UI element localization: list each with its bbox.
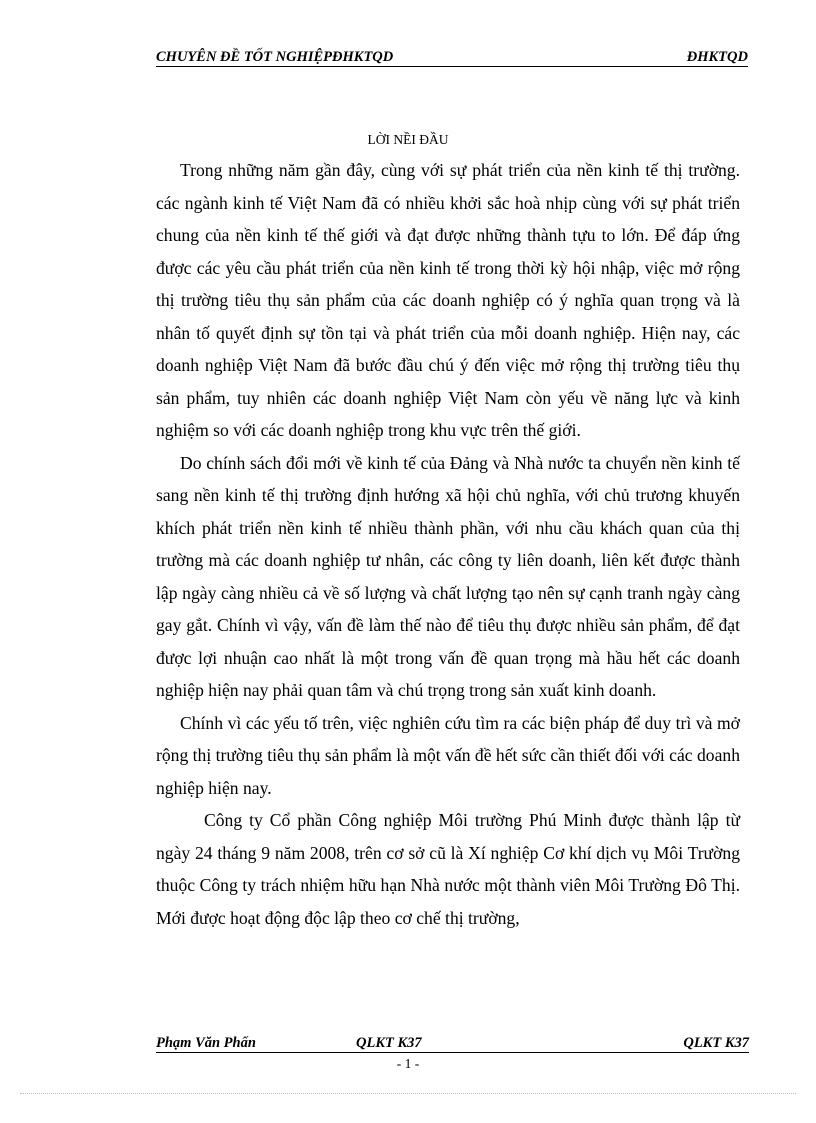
footer-class-right: QLKT K37 [676, 1034, 749, 1053]
paragraph-3: Chính vì các yếu tố trên, việc nghiên cứu tìm ra các biện pháp để duy trì và mở rộng thị trường tiêu thụ sản phẩm là một vấn đề hết sức cần thiết đối với các doanh nghiệp hiện nay. [156, 712, 740, 798]
header-left-text: CHUYÊN ĐỀ TỐT NGHIỆPĐHKTQD [156, 49, 394, 65]
document-body [156, 154, 740, 934]
paragraph-1: Trong những năm gần đây, cùng với sự phát triển của nền kinh tế thị trường. các ngành kinh tế Việt Nam đã có nhiều khởi sắc hoà nhịp cùng với sự phát triển chung của nền kinh tế thế giới và đạt được những thành tựu to lớn. Để đáp ứng được các yêu cầu phát triển của nền kinh tế trong thời kỳ hội nhập, việc mở rộng thị trường tiêu thụ sản phẩm của các doanh nghiệp có ý nghĩa quan trọng và là nhân tố quyết định sự tồn tại và phát triển của mỗi doanh nghiệp. Hiện nay, các doanh nghiệp Việt Nam đã bước đầu chú ý đến việc mở rộng thị trường tiêu thụ sản phẩm, tuy nhiên các doanh nghiệp Việt Nam còn yếu về năng lực và kinh nghiệm so với các doanh nghiệp trong khu vực trên thế giới. [156, 160, 740, 440]
paragraph-2: Do chính sách đổi mới về kinh tế của Đảng và Nhà nước ta chuyển nền kinh tế sang nền kinh tế thị trường định hướng xã hội chủ nghĩa, với chủ trương khuyến khích phát triển nền kinh tế nhiều thành phần, với nhu cầu khách quan của thị trường mà các doanh nghiệp tư nhân, các công ty liên doanh, liên kết được thành lập ngày càng nhiều cả về số lượng và chất lượng tạo nên sự cạnh tranh ngày càng gay gắt. Chính vì vậy, vấn đề làm thế nào để tiêu thụ được nhiều sản phẩm, để đạt được lợi nhuận cao nhất là một trong vấn đề quan trọng mà hầu hết các doanh nghiệp hiện nay phải quan tâm và chú trọng trong sản xuất kinh doanh. [156, 452, 740, 700]
page-bottom-edge [20, 1093, 796, 1094]
footer-author: Phạm Văn Phấn [156, 1034, 356, 1053]
footer-class-middle: QLKT K37 [356, 1035, 422, 1051]
section-title: LỜI NỀI ĐẦU [367, 132, 449, 147]
paragraph-4: Công ty Cổ phần Công nghiệp Môi trường Phú Minh được thành lập từ ngày 24 tháng 9 năm 2008, trên cơ sở cũ là Xí nghiệp Cơ khí dịch vụ Môi Trường thuộc Công ty trách nhiệm hữu hạn Nhà nước một thành viên Môi Trường Đô Thị. Mới được hoạt động độc lập theo cơ chế thị trường, [156, 810, 740, 928]
footer-middle-rule [356, 1034, 676, 1053]
page-number: - 1 - [396, 1056, 420, 1071]
header-right-text: ĐHKTQD [686, 49, 748, 65]
page-header [156, 48, 748, 67]
page-footer [156, 1034, 749, 1052]
